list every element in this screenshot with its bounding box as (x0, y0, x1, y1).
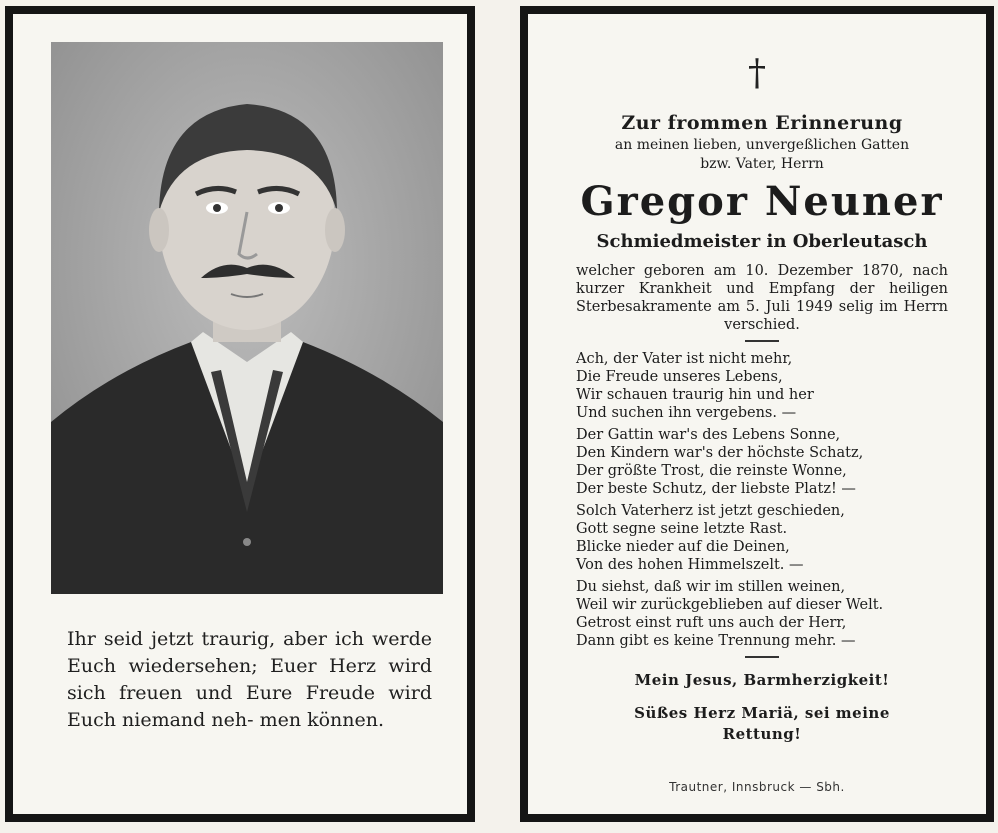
quote-line: Freude wird Euch niemand neh- (67, 682, 432, 731)
poem-line: Der beste Schutz, der liebste Platz! — (576, 481, 856, 497)
printer-imprint: Trautner, Innsbruck — Sbh. (669, 780, 845, 794)
memorial-text (576, 110, 948, 745)
poem-line: Den Kindern war's der höchste Schatz, (576, 445, 864, 461)
deceased-name: Gregor Neuner (580, 178, 944, 225)
poem-line: Dann gibt es keine Trennung mehr. — (576, 633, 856, 649)
poem-line: Ach, der Vater ist nicht mehr, (576, 351, 793, 367)
bio-line: nach kurzer Krankheit und Empfang der (576, 263, 949, 297)
right-card (520, 6, 994, 822)
poem-line: Getrost einst ruft uns auch der Herr, (576, 615, 847, 631)
divider (745, 340, 779, 342)
left-card-paper (13, 14, 467, 814)
prayer-maria (576, 703, 948, 745)
portrait-photo (51, 42, 443, 594)
poem-line: Gott segne seine letzte Rast. (576, 521, 788, 537)
bio-line: heiligen Sterbesakramente am 5. Juli 1949 (576, 281, 948, 315)
prayer-line: Rettung! (722, 725, 802, 743)
poem-stanza (576, 578, 948, 650)
bible-quote (67, 626, 432, 734)
bio-text (576, 262, 948, 334)
memorial-heading: Zur frommen Erinnerung (621, 112, 903, 134)
poem-stanza (576, 502, 948, 574)
prayer-line: Süßes Herz Mariä, sei meine (634, 704, 890, 722)
right-card-paper (528, 14, 986, 814)
left-card (5, 6, 475, 822)
poem-line: Der größte Trost, die reinste Wonne, (576, 463, 847, 479)
poem-line: Du siehst, daß wir im stillen weinen, (576, 579, 846, 595)
intro-line: bzw. Vater, Herrn (700, 156, 824, 172)
poem-line: Die Freude unseres Lebens, (576, 369, 783, 385)
poem-line: Wir schauen traurig hin und her (576, 387, 814, 403)
poem-stanza (576, 426, 948, 498)
poem-line: Und suchen ihn vergebens. — (576, 405, 797, 421)
portrait-image (51, 42, 443, 594)
quote-line: Herz wird sich freuen und Eure (67, 655, 433, 704)
poem-line: Blicke nieder auf die Deinen, (576, 539, 790, 555)
cross-icon: † (748, 53, 766, 94)
bio-line: welcher geboren am 10. Dezember 1870, (576, 263, 904, 279)
poem-line: Der Gattin war's des Lebens Sonne, (576, 427, 841, 443)
deceased-title: Schmiedmeister in Oberleutasch (596, 231, 928, 252)
bio-line: selig im Herrn verschied. (724, 299, 949, 333)
quote-line: men können. (259, 709, 385, 731)
quote-line: werde Euch wiedersehen; Euer (67, 628, 433, 677)
poem-line: Von des hohen Himmelszelt. — (576, 557, 804, 573)
divider (745, 656, 779, 658)
poem-line: Solch Vaterherz ist jetzt geschieden, (576, 503, 845, 519)
poem-line: Weil wir zurückgeblieben auf dieser Welt. (576, 597, 884, 613)
quote-line: Ihr seid jetzt traurig, aber ich (67, 628, 364, 650)
poem-stanza (576, 350, 948, 422)
prayer-jesus: Mein Jesus, Barmherzigkeit! (634, 671, 890, 689)
intro-line: an meinen lieben, unvergeßlichen Gatten (614, 137, 910, 153)
